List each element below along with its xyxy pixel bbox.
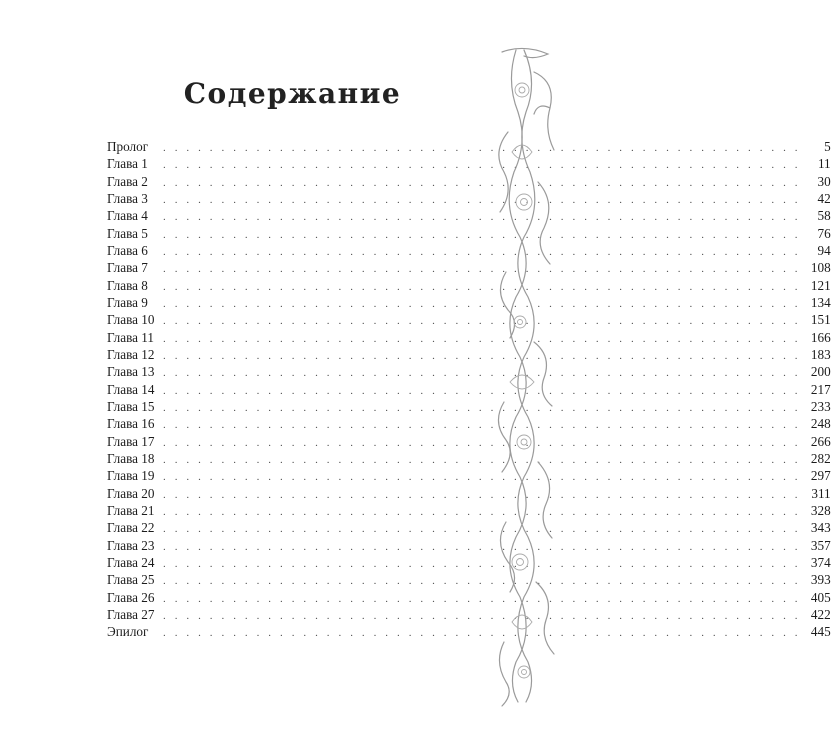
- toc-entry-label: Глава 27: [107, 606, 155, 622]
- toc-entry: [107, 415, 831, 432]
- toc-entry: [107, 554, 831, 571]
- toc-entry-label: Глава 3: [107, 190, 148, 206]
- toc-entry-label: Глава 17: [107, 433, 155, 449]
- toc-entry-label: Глава 21: [107, 502, 155, 518]
- dot-leader: . . . . . . . . . . . . . . . . . . . . . . . . . . . . . . . . . . . . . . . . . . . . . . . . . . . . . . .: [163, 488, 801, 501]
- toc-entry-page-number: 393: [810, 572, 831, 588]
- dot-leader: . . . . . . . . . . . . . . . . . . . . . . . . . . . . . . . . . . . . . . . . . . . . . . . . . . . . . . .: [163, 384, 801, 397]
- toc-entry-page-number: 282: [810, 450, 831, 466]
- toc-entry: [107, 155, 831, 172]
- toc-entry-page-number: 405: [810, 589, 831, 605]
- toc-entry: [107, 173, 831, 190]
- toc-entry-label: Глава 11: [107, 329, 154, 345]
- dot-leader: . . . . . . . . . . . . . . . . . . . . . . . . . . . . . . . . . . . . . . . . . . . . . . . . . . . . . . .: [163, 419, 801, 432]
- toc-entry-label: Глава 13: [107, 364, 155, 380]
- toc-entry-page-number: 217: [810, 381, 831, 397]
- dot-leader: . . . . . . . . . . . . . . . . . . . . . . . . . . . . . . . . . . . . . . . . . . . . . . . . . . . . . . .: [163, 505, 801, 518]
- toc-entry-label: Глава 9: [107, 294, 148, 310]
- toc-entry-label: Глава 18: [107, 450, 155, 466]
- toc-entry-page-number: 343: [810, 520, 831, 536]
- toc-entry: [107, 207, 831, 224]
- dot-leader: . . . . . . . . . . . . . . . . . . . . . . . . . . . . . . . . . . . . . . . . . . . . . . . . . . . . . . .: [163, 297, 801, 310]
- toc-entry-label: Глава 16: [107, 416, 155, 432]
- toc-entry-page-number: 58: [817, 208, 831, 224]
- toc-entry: [107, 190, 831, 207]
- toc-entry: [107, 363, 831, 380]
- toc-entry: [107, 381, 831, 398]
- toc-entry-label: Глава 10: [107, 312, 155, 328]
- toc-entry-label: Глава 2: [107, 173, 148, 189]
- toc-entry-label: Глава 15: [107, 398, 155, 414]
- toc-entry-page-number: 11: [817, 156, 831, 172]
- toc-entry-label: Глава 8: [107, 277, 148, 293]
- toc-entry-page-number: 42: [817, 190, 831, 206]
- toc-entry-page-number: 374: [810, 554, 831, 570]
- toc-entry: [107, 537, 831, 554]
- toc-entry-page-number: 357: [810, 537, 831, 553]
- toc-entry: [107, 519, 831, 536]
- dot-leader: . . . . . . . . . . . . . . . . . . . . . . . . . . . . . . . . . . . . . . . . . . . . . . . . . . . . . . .: [163, 159, 801, 172]
- toc-entry-label: Глава 24: [107, 554, 155, 570]
- dot-leader: . . . . . . . . . . . . . . . . . . . . . . . . . . . . . . . . . . . . . . . . . . . . . . . . . . . . . . .: [163, 176, 801, 189]
- toc-entry: [107, 571, 831, 588]
- dot-leader: . . . . . . . . . . . . . . . . . . . . . . . . . . . . . . . . . . . . . . . . . . . . . . . . . . . . . . .: [163, 193, 801, 206]
- toc-entry-page-number: 134: [810, 294, 831, 310]
- toc-entry: [107, 242, 831, 259]
- dot-leader: . . . . . . . . . . . . . . . . . . . . . . . . . . . . . . . . . . . . . . . . . . . . . . . . . . . . . . .: [163, 228, 801, 241]
- toc-entry: [107, 329, 831, 346]
- toc-entry-page-number: 311: [811, 485, 831, 501]
- dot-leader: . . . . . . . . . . . . . . . . . . . . . . . . . . . . . . . . . . . . . . . . . . . . . . . . . . . . . . .: [163, 280, 801, 293]
- toc-entry: [107, 450, 831, 467]
- toc-entry-page-number: 30: [817, 173, 831, 189]
- dot-leader: . . . . . . . . . . . . . . . . . . . . . . . . . . . . . . . . . . . . . . . . . . . . . . . . . . . . . . .: [163, 436, 801, 449]
- toc-entry: [107, 259, 831, 276]
- toc-entry-page-number: 76: [817, 225, 831, 241]
- toc-entry: [107, 277, 831, 294]
- toc-entry-label: Глава 22: [107, 520, 155, 536]
- toc-entry-label: Глава 25: [107, 572, 155, 588]
- toc-entry-label: Глава 4: [107, 208, 148, 224]
- toc-entry: [107, 485, 831, 502]
- toc-entry-label: Глава 23: [107, 537, 155, 553]
- toc-entry: [107, 467, 831, 484]
- toc-entry-label: Глава 20: [107, 485, 155, 501]
- dot-leader: . . . . . . . . . . . . . . . . . . . . . . . . . . . . . . . . . . . . . . . . . . . . . . . . . . . . . . .: [163, 592, 801, 605]
- toc-entry-page-number: 151: [810, 312, 831, 328]
- toc-entry: [107, 138, 831, 155]
- dot-leader: . . . . . . . . . . . . . . . . . . . . . . . . . . . . . . . . . . . . . . . . . . . . . . . . . . . . . . .: [163, 245, 801, 258]
- toc-entry-label: Глава 26: [107, 589, 155, 605]
- floral-griffin-border-icon: [494, 42, 560, 708]
- dot-leader: . . . . . . . . . . . . . . . . . . . . . . . . . . . . . . . . . . . . . . . . . . . . . . . . . . . . . . .: [163, 540, 801, 553]
- toc-entry-label: Глава 6: [107, 242, 148, 258]
- toc-entry-label: Глава 12: [107, 346, 155, 362]
- toc-entry: [107, 398, 831, 415]
- table-of-contents: [107, 138, 831, 641]
- dot-leader: . . . . . . . . . . . . . . . . . . . . . . . . . . . . . . . . . . . . . . . . . . . . . . . . . . . . . . .: [163, 401, 801, 414]
- toc-entry-label: Глава 19: [107, 468, 155, 484]
- dot-leader: . . . . . . . . . . . . . . . . . . . . . . . . . . . . . . . . . . . . . . . . . . . . . . . . . . . . . . .: [163, 263, 801, 276]
- toc-entry-page-number: 248: [810, 416, 831, 432]
- dot-leader: . . . . . . . . . . . . . . . . . . . . . . . . . . . . . . . . . . . . . . . . . . . . . . . . . . . . . . .: [163, 142, 801, 154]
- toc-entry-page-number: 200: [810, 364, 831, 380]
- toc-entry-label: Глава 1: [107, 156, 148, 172]
- toc-entry-page-number: 266: [810, 433, 831, 449]
- toc-entry-label: Глава 7: [107, 260, 148, 276]
- toc-entry: [107, 502, 831, 519]
- toc-entry-page-number: 108: [810, 260, 831, 276]
- toc-entry-page-number: 121: [810, 277, 831, 293]
- toc-entry-page-number: 328: [810, 502, 831, 518]
- toc-entry: [107, 294, 831, 311]
- toc-entry-label: Глава 14: [107, 381, 155, 397]
- toc-entry-page-number: 445: [810, 624, 831, 640]
- dot-leader: . . . . . . . . . . . . . . . . . . . . . . . . . . . . . . . . . . . . . . . . . . . . . . . . . . . . . . .: [163, 332, 801, 345]
- toc-entry-page-number: 297: [810, 468, 831, 484]
- toc-entry-page-number: 183: [810, 346, 831, 362]
- dot-leader: . . . . . . . . . . . . . . . . . . . . . . . . . . . . . . . . . . . . . . . . . . . . . . . . . . . . . . .: [163, 211, 801, 224]
- toc-entry-page-number: 94: [817, 242, 831, 258]
- toc-entry: [107, 589, 831, 606]
- toc-entry-label: Пролог: [107, 139, 149, 154]
- dot-leader: . . . . . . . . . . . . . . . . . . . . . . . . . . . . . . . . . . . . . . . . . . . . . . . . . . . . . . .: [163, 523, 801, 536]
- toc-entry-label: Эпилог: [107, 624, 149, 640]
- dot-leader: . . . . . . . . . . . . . . . . . . . . . . . . . . . . . . . . . . . . . . . . . . . . . . . . . . . . . . .: [163, 471, 801, 484]
- toc-entry: [107, 311, 831, 328]
- page-title: Содержание: [183, 76, 402, 110]
- toc-entry-page-number: 422: [810, 606, 831, 622]
- toc-entry: [107, 623, 831, 640]
- toc-entry: [107, 225, 831, 242]
- dot-leader: . . . . . . . . . . . . . . . . . . . . . . . . . . . . . . . . . . . . . . . . . . . . . . . . . . . . . . .: [163, 627, 801, 640]
- toc-entry: [107, 346, 831, 363]
- toc-entry-page-number: 233: [810, 398, 831, 414]
- toc-entry: [107, 606, 831, 623]
- toc-entry: [107, 433, 831, 450]
- dot-leader: . . . . . . . . . . . . . . . . . . . . . . . . . . . . . . . . . . . . . . . . . . . . . . . . . . . . . . .: [163, 557, 801, 570]
- dot-leader: . . . . . . . . . . . . . . . . . . . . . . . . . . . . . . . . . . . . . . . . . . . . . . . . . . . . . . .: [163, 609, 801, 622]
- dot-leader: . . . . . . . . . . . . . . . . . . . . . . . . . . . . . . . . . . . . . . . . . . . . . . . . . . . . . . .: [163, 315, 801, 328]
- toc-entry-page-number: 166: [810, 329, 831, 345]
- dot-leader: . . . . . . . . . . . . . . . . . . . . . . . . . . . . . . . . . . . . . . . . . . . . . . . . . . . . . . .: [163, 453, 801, 466]
- dot-leader: . . . . . . . . . . . . . . . . . . . . . . . . . . . . . . . . . . . . . . . . . . . . . . . . . . . . . . .: [163, 349, 801, 362]
- dot-leader: . . . . . . . . . . . . . . . . . . . . . . . . . . . . . . . . . . . . . . . . . . . . . . . . . . . . . . .: [163, 575, 801, 588]
- toc-entry-page-number: 5: [824, 139, 831, 154]
- dot-leader: . . . . . . . . . . . . . . . . . . . . . . . . . . . . . . . . . . . . . . . . . . . . . . . . . . . . . . .: [163, 367, 801, 380]
- toc-entry-label: Глава 5: [107, 225, 148, 241]
